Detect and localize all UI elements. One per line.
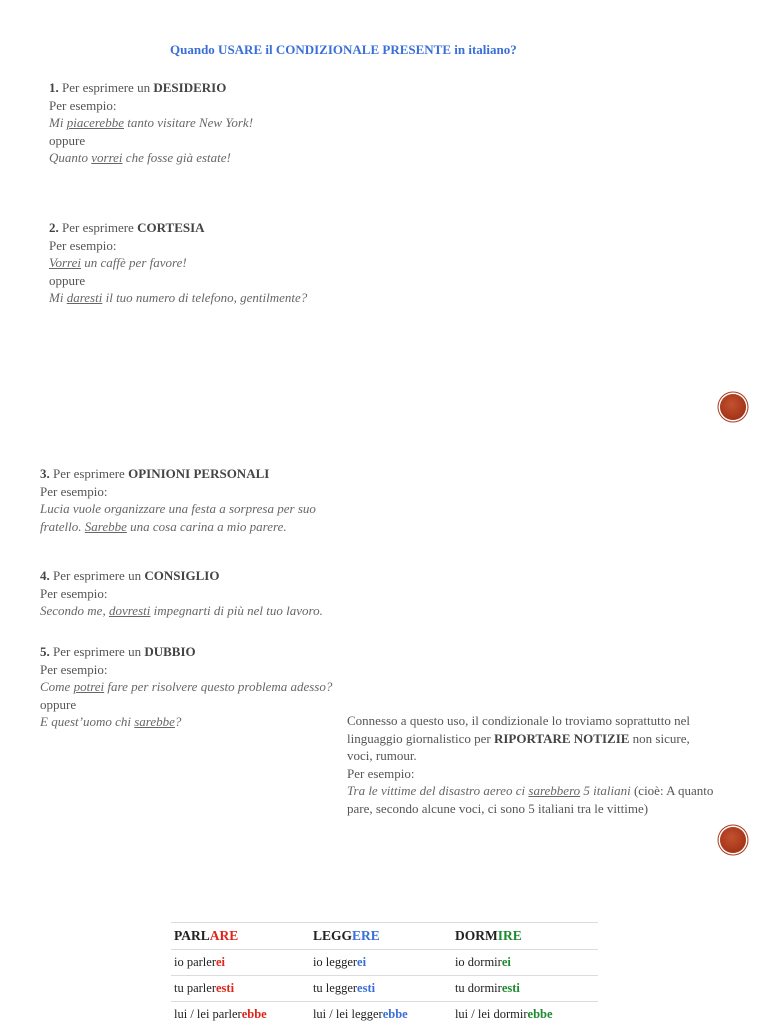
conditional-verb: daresti (67, 290, 103, 305)
section-number: 5. (40, 644, 50, 659)
example-label: Per esempio: (40, 483, 370, 501)
conditional-verb: dovresti (109, 603, 150, 618)
table-cell: io dormirei (452, 950, 598, 976)
table-cell: io leggerei (310, 950, 452, 976)
example-sentence: Lucia vuole organizzare una festa a sorpresa per suo (40, 500, 370, 518)
section-heading (49, 79, 253, 97)
section-heading (40, 465, 370, 483)
example-sentence: Come potrei fare per risolvere questo problema adesso? (40, 678, 332, 696)
section-heading (40, 567, 323, 585)
table-cell: tu leggeresti (310, 976, 452, 1002)
table-header-row (171, 923, 598, 950)
conditional-verb: sarebbe (134, 714, 175, 729)
conditional-verb: Vorrei (49, 255, 81, 270)
oppure-label: oppure (49, 272, 307, 290)
conditional-verb: sarebbero (528, 783, 580, 798)
section-number: 1. (49, 80, 59, 95)
table-cell: tu dormiresti (452, 976, 598, 1002)
conditional-verb: Sarebbe (85, 519, 127, 534)
example-label: Per esempio: (49, 237, 307, 255)
section-keyword: CONSIGLIO (144, 568, 219, 583)
page-title: Quando USARE il CONDIZIONALE PRESENTE in italiano? (170, 41, 517, 59)
section-cortesia (49, 219, 307, 307)
news-block (347, 712, 717, 817)
conditional-verb: piacerebbe (67, 115, 124, 130)
oppure-label: oppure (40, 696, 332, 714)
section-keyword: DESIDERIO (153, 80, 226, 95)
example-sentence: Mi daresti il tuo numero di telefono, gentilmente? (49, 289, 307, 307)
conjugation-table (171, 922, 598, 1027)
section-opinioni (40, 465, 370, 535)
section-desiderio (49, 79, 253, 167)
example-sentence: Mi piacerebbe tanto visitare New York! (49, 114, 253, 132)
section-intro: Per esprimere (62, 220, 134, 235)
news-keyword: RIPORTARE NOTIZIE (494, 731, 629, 746)
table-cell: lui / lei dormirebbe (452, 1002, 598, 1027)
example-sentence: Quanto vorrei che fosse già estate! (49, 149, 253, 167)
table-cell: lui / lei leggerebbe (310, 1002, 452, 1027)
conditional-verb: potrei (74, 679, 105, 694)
header-ire: DORMIRE (452, 923, 598, 950)
news-paragraph: Connesso a questo uso, il condizionale lo troviamo soprattutto nel linguaggio giornalistico per RIPORTARE NOTIZIE non sicure, voci, rumour. (347, 713, 690, 763)
example-sentence: fratello. Sarebbe una cosa carina a mio parere. (40, 518, 370, 536)
example-label: Per esempio: (347, 765, 717, 783)
news-example: Tra le vittime del disastro aereo ci sarebbero 5 italiani (cioè: A quanto pare, secondo alcune voci, ci sono 5 italiani tra le vittime) (347, 783, 713, 816)
example-label: Per esempio: (40, 661, 332, 679)
section-intro: Per esprimere (53, 466, 125, 481)
table-row (171, 976, 598, 1002)
example-label: Per esempio: (49, 97, 253, 115)
section-heading (40, 643, 332, 661)
section-heading (49, 219, 307, 237)
table-row (171, 950, 598, 976)
section-number: 4. (40, 568, 50, 583)
section-keyword: DUBBIO (144, 644, 195, 659)
table-cell: io parlerei (171, 950, 310, 976)
section-number: 2. (49, 220, 59, 235)
table-cell: lui / lei parlerebbe (171, 1002, 310, 1027)
example-sentence: Vorrei un caffè per favore! (49, 254, 307, 272)
section-keyword: OPINIONI PERSONALI (128, 466, 269, 481)
section-dubbio (40, 643, 332, 731)
conditional-verb: vorrei (91, 150, 122, 165)
table-row (171, 1002, 598, 1027)
oppure-label: oppure (49, 132, 253, 150)
section-intro: Per esprimere un (62, 80, 150, 95)
example-sentence: E quest’uomo chi sarebbe? (40, 713, 332, 731)
news-note: (cioè: A quanto pare, secondo alcune voci, ci sono 5 italiani tra le vittime) (347, 783, 713, 816)
table-cell: tu parleresti (171, 976, 310, 1002)
slide-bullet-icon (720, 394, 746, 420)
example-sentence: Secondo me, dovresti impegnarti di più nel tuo lavoro. (40, 602, 323, 620)
header-are: PARLARE (171, 923, 310, 950)
section-intro: Per esprimere un (53, 568, 141, 583)
section-keyword: CORTESIA (137, 220, 204, 235)
section-intro: Per esprimere un (53, 644, 141, 659)
section-number: 3. (40, 466, 50, 481)
slide-bullet-icon (720, 827, 746, 853)
header-ere: LEGGERE (310, 923, 452, 950)
example-label: Per esempio: (40, 585, 323, 603)
section-consiglio (40, 567, 323, 620)
